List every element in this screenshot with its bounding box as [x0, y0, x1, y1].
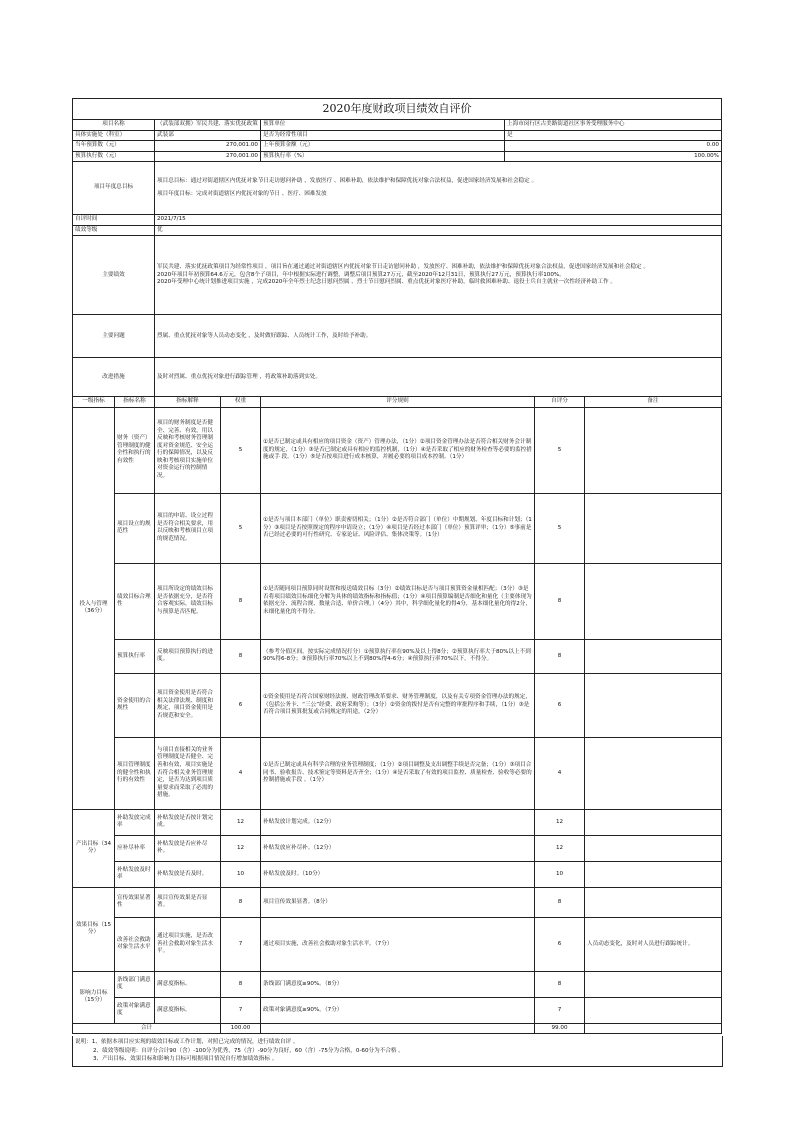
- budget-unit: 上海市闵行区古美路街道社区事务受理服务中心: [505, 120, 722, 131]
- goal-annual: 项目年度目标：完成对街道辖区内优抚对象的节日 、医疗、困难发放: [157, 190, 327, 197]
- indicator-explanation: 通过项目实施，是否改善社会救助对象生活水平。: [155, 917, 221, 971]
- indicator-note: [585, 835, 722, 861]
- main-perf-line: 2020年项目年初预算64.6万元，包含8个子项目，年中根据实际进行调整，调整后项目预算27万元，截至2020年12月31日，预算执行27万元，预算执行率100%。: [157, 271, 565, 278]
- indicator-group: 产出目标（34分）: [73, 809, 115, 887]
- indicator-explanation: 项目资金使用是否符合相关法律法规、制度和规定，项目资金使用是否规范和安全。: [155, 673, 221, 737]
- indicator-name: 应补尽补率: [115, 835, 155, 861]
- indicator-name: 资金使用的合规性: [115, 673, 155, 737]
- exec-rate-label: 预算执行率（%）: [261, 151, 505, 162]
- col-level1: 一级指标: [73, 397, 115, 408]
- indicator-row: [73, 917, 722, 971]
- project-name: （武装部双拥）军民共建、落实优抚政策: [155, 120, 261, 131]
- self-time: 2021/7/15: [155, 215, 722, 226]
- indicator-explanation: 补贴发放是否及时。: [155, 861, 221, 887]
- exec-rate-value: 100.00%: [505, 151, 722, 162]
- indicator-explanation: 项目所设定的绩效目标是否依据充分，是否符合客观实际，绩效目标与预算是否匹配。: [155, 563, 221, 639]
- evaluation-table: [72, 98, 722, 1034]
- indicator-rule: 通过项目实施，改善社会救助对象生活水平。（7分）: [261, 917, 535, 971]
- indicator-rule: ①是否已制定或具有科学合理的业务管理制度；（1分）②项目调整及支出调整手续是否完备；（1分）③项目合同书、验收报告、技术鉴定等资料是否齐全；（1分）④是否采取了有效的项目监控、质量检查、验收等必要的控制措施或手段 。（1分）: [261, 737, 535, 809]
- problems-label: 主要问题: [73, 315, 155, 358]
- indicator-row: [73, 887, 722, 917]
- indicator-rule: 项目宣传效果显著。（8分）: [261, 887, 535, 917]
- indicator-row: [73, 835, 722, 861]
- total-note-empty: [585, 1023, 722, 1034]
- indicator-weight: 8: [221, 563, 261, 639]
- indicator-note: [585, 737, 722, 809]
- indicator-name: 补贴发放及时率: [115, 861, 155, 887]
- indicator-row: [73, 997, 722, 1023]
- indicator-weight: 6: [221, 673, 261, 737]
- indicator-row: [73, 809, 722, 835]
- indicator-score: 8: [535, 639, 585, 673]
- indicator-name: 财务（资产）管理制度的健全性和执行的有效性: [115, 407, 155, 493]
- main-perf-line: 2020年受理中心统计划推进项目实施 ，完成2020年全年烈士纪念日慰问烈属 、烈士节日慰问烈属、重点优抚对象医疗补助，临时救困难补助、退役士兵自主就业一次性经济补助工作 。: [157, 279, 616, 286]
- indicator-explanation: 项目的申请、设立过程是否符合相关要求，用以反映和考核项目立项的规范情况。: [155, 493, 221, 563]
- indicator-note: [585, 997, 722, 1023]
- note-line: 2、绩效等级说明：自评分合计90（含）-100分为优秀，75（含）-90分为良好，60（含）-75分为合格，0-60分为不合格 。: [93, 1047, 404, 1054]
- indicator-note: [585, 493, 722, 563]
- main-perf-label: 主要绩效: [73, 236, 155, 315]
- indicator-row: [73, 737, 722, 809]
- indicator-explanation: 满意度指标。: [155, 997, 221, 1023]
- fixes-label: 改进措施: [73, 358, 155, 397]
- col-rule: 评分规则: [261, 397, 535, 408]
- budget-unit-label: 预算单位: [261, 120, 505, 131]
- note-line: 说明：1、依据本项目应实现的绩效目标或工作计划，对照已完成的情况，进行绩效自评 。: [75, 1039, 299, 1046]
- recurring: 是: [505, 130, 722, 141]
- indicator-note: [585, 971, 722, 997]
- indicator-explanation: 满意度指标。: [155, 971, 221, 997]
- indicator-rule: 补贴发放及时。（10分）: [261, 861, 535, 887]
- col-expl: 指标解释: [155, 397, 221, 408]
- indicator-rule: 政策对象满意度≥90%。（7分）: [261, 997, 535, 1023]
- indicator-note: [585, 407, 722, 493]
- indicator-name: 补助发放完成率: [115, 809, 155, 835]
- goal-label: 项目年度总目标: [73, 162, 155, 215]
- main-perf-line: 军民共建、落实优抚政策项目为经常性项目 ，项目旨在通过通过对街道辖区内优抚对象节日走访慰问补助 ，发放医疗、困难补助，依法维护和保障优抚对象合法权益，促进国家经济发展和社会稳定 。: [157, 263, 649, 270]
- note-line: 3、产出目标、效果目标和影响力目标可根据项目情况自行增加绩效指标 。: [93, 1056, 278, 1063]
- indicator-score: 6: [535, 917, 585, 971]
- indicator-explanation: 项目的财务制度是否健全、完善、有效，用以反映和考核财务管理制度对资金规范、安全运行的保障情况，以及反映和考核项目实施单位对资金运行的控制情况。: [155, 407, 221, 493]
- indicator-score: 12: [535, 835, 585, 861]
- col-note: 备注: [585, 397, 722, 408]
- indicator-score: 5: [535, 407, 585, 493]
- fixes-text: 及时对烈属、重点优抚对象进行跟踪管理 ，将政策补助落到实处。: [155, 358, 722, 397]
- problems-text: 烈属、重点优抚对象等人员动态变化 ，及时做好跟踪、人员统计工作，及时给予补助。: [155, 315, 722, 358]
- indicator-body: [73, 407, 722, 1023]
- indicator-score: 12: [535, 809, 585, 835]
- indicator-rule: ①是否随同项目预算同时设置和报送绩效目标（3分）②绩效目标是否与项目预算资金量相匹配；（3分）③是否将项目绩效目标细化分解为具体的绩效指标和指标值；（1分）④项目预算编制是否细化和量化（主要体现为依据充分、流程合规、数量合适、单价合理。）（4分）其中，科学细化量化的得4分，基本细化量化的得2分，未细化量化的不得分。: [261, 563, 535, 639]
- indicator-rule: （参考分值区间，按实际完成情况打分）①预算执行率在90%及以上得8分；②预算执行率大于80%以上不到90%得6-8分；③预算执行率70%以上不到80%得4-6分；④预算执行率70%以下，不得分。: [261, 639, 535, 673]
- indicator-weight: 12: [221, 835, 261, 861]
- total-weight: 100.00: [221, 1023, 261, 1034]
- executed-label: 预算执行数（元）: [73, 151, 155, 162]
- indicator-group: 效果目标（15分）: [73, 887, 115, 971]
- indicator-score: 8: [535, 563, 585, 639]
- indicator-weight: 5: [221, 493, 261, 563]
- indicator-explanation: 补贴发放是否按计划完成。: [155, 809, 221, 835]
- indicator-score: 10: [535, 861, 585, 887]
- indicator-rule: 补贴发放计划完成。（12分）: [261, 809, 535, 835]
- indicator-explanation: 项目宣传效果是否显著。: [155, 887, 221, 917]
- budget-value: 270,001.00: [155, 141, 261, 152]
- indicator-row: [73, 971, 722, 997]
- indicator-rule: 补贴发放应补尽补。（12分）: [261, 835, 535, 861]
- indicator-row: [73, 563, 722, 639]
- indicator-row: [73, 493, 722, 563]
- indicator-group: 投入与管理（36分）: [73, 407, 115, 809]
- indicator-name: 绩效目标合理性: [115, 563, 155, 639]
- col-score: 自评分: [535, 397, 585, 408]
- main-perf-text: [155, 236, 722, 315]
- goal-text: [155, 162, 722, 215]
- indicator-score: 5: [535, 493, 585, 563]
- indicator-name: 预算执行率: [115, 639, 155, 673]
- grade: 优: [155, 225, 722, 236]
- indicator-row: [73, 673, 722, 737]
- evaluation-sheet: [72, 98, 721, 1067]
- self-time-label: 自评时间: [73, 215, 155, 226]
- indicator-weight: 8: [221, 639, 261, 673]
- indicator-note: 人员动态变化，及时对人员进行跟踪统计。: [585, 917, 722, 971]
- col-name: 指标名称: [115, 397, 155, 408]
- total-score: 99.00: [535, 1023, 585, 1034]
- dept-label: 具体实施处（科室）: [73, 130, 155, 141]
- indicator-explanation: 反映项目预算执行的进度。: [155, 639, 221, 673]
- indicator-weight: 12: [221, 809, 261, 835]
- indicator-score: 4: [535, 737, 585, 809]
- indicator-name: 政策对象满意度: [115, 997, 155, 1023]
- notes: [72, 1036, 723, 1066]
- total-rule-empty: [261, 1023, 535, 1034]
- indicator-name: 条线部门满意度: [115, 971, 155, 997]
- total-label: 合计: [73, 1023, 221, 1034]
- indicator-note: [585, 673, 722, 737]
- indicator-header: [73, 397, 722, 408]
- dept: 武装部: [155, 130, 261, 141]
- indicator-weight: 8: [221, 971, 261, 997]
- executed-value: 270,001.00: [155, 151, 261, 162]
- budget-label: 当年预算数（元）: [73, 141, 155, 152]
- indicator-name: 项目设立的规范性: [115, 493, 155, 563]
- indicator-weight: 8: [221, 887, 261, 917]
- indicator-row: [73, 407, 722, 493]
- indicator-explanation: 与项目直接相关的业务管理制度是否健全、完善和有效，项目实施是否符合相关业务管理规定，是否为达到项目质量要求而采取了必需的措施。: [155, 737, 221, 809]
- goal-total: 项目总目标：通过对街道辖区内优抚对象节日走访慰问补助 ，发放医疗 、困难补助，依法维护和保障优抚对象合法权益，促进国家经济发展和社会稳定 。: [157, 178, 538, 185]
- indicator-score: 8: [535, 887, 585, 917]
- indicator-note: [585, 861, 722, 887]
- indicator-explanation: 补贴发放是否应补尽补。: [155, 835, 221, 861]
- indicator-weight: 4: [221, 737, 261, 809]
- indicator-note: [585, 809, 722, 835]
- last-year-value: 0.00: [505, 141, 722, 152]
- indicator-note: [585, 563, 722, 639]
- last-year-label: 上年预算金额（元）: [261, 141, 505, 152]
- indicator-row: [73, 861, 722, 887]
- indicator-note: [585, 887, 722, 917]
- indicator-score: 7: [535, 997, 585, 1023]
- indicator-name: 宣传效果显著性: [115, 887, 155, 917]
- indicator-rule: ①资金使用是否符合国家财经法规、财政管理改革要求、财务管理制度，以及有关专项资金管理办法的规定，（包括公务卡、“三公”经费、政府采购等）；（3分）②资金的拨付是否有完整的审批程序和手续，（1分）③是否符合项目预算批复或合同规定的用途，（2分）: [261, 673, 535, 737]
- page-title: 2020年度财政项目绩效自评价: [73, 99, 722, 120]
- indicator-rule: 条线部门满意度≥90%。（8分）: [261, 971, 535, 997]
- indicator-weight: 7: [221, 917, 261, 971]
- indicator-weight: 10: [221, 861, 261, 887]
- indicator-note: [585, 639, 722, 673]
- indicator-group: 影响力目标（15分）: [73, 971, 115, 1023]
- indicator-rule: ①是否与项目本部门（单位）职责密切相关；（1分）②是否符合部门（单位）中期规划、年度目标和计划；（1分）③项目是否按照规定的程序申请设立；（1分）④项目是否经过本部门（单位）预算评审；（1分）⑤事前是否已经过必要的可行性研究、专家论证、风险评估、集体决策等。（1分）: [261, 493, 535, 563]
- indicator-weight: 5: [221, 407, 261, 493]
- indicator-rule: ①是否已制定或具有相应的项目资金（资产）管理办法，（1分）②项目资金管理办法是否符合相关财务会计制度的规定，（1分）③是否已制定或具有相应的监控机制，（1分）④是否采取了相应的财务检查等必要的监控措施或手 段。（1分）⑤是否按项目进行成本核算，并履必要的项目成本控制。（1分）: [261, 407, 535, 493]
- recurring-label: 是否为经常性项目: [261, 130, 505, 141]
- indicator-score: 8: [535, 971, 585, 997]
- indicator-score: 6: [535, 673, 585, 737]
- grade-label: 绩效等级: [73, 225, 155, 236]
- indicator-weight: 7: [221, 997, 261, 1023]
- indicator-name: 改善社会救助对象生活水平: [115, 917, 155, 971]
- indicator-row: [73, 639, 722, 673]
- project-name-label: 项目名称: [73, 120, 155, 131]
- indicator-name: 项目管理制度的健全性和执行的有效性: [115, 737, 155, 809]
- col-weight: 权重: [221, 397, 261, 408]
